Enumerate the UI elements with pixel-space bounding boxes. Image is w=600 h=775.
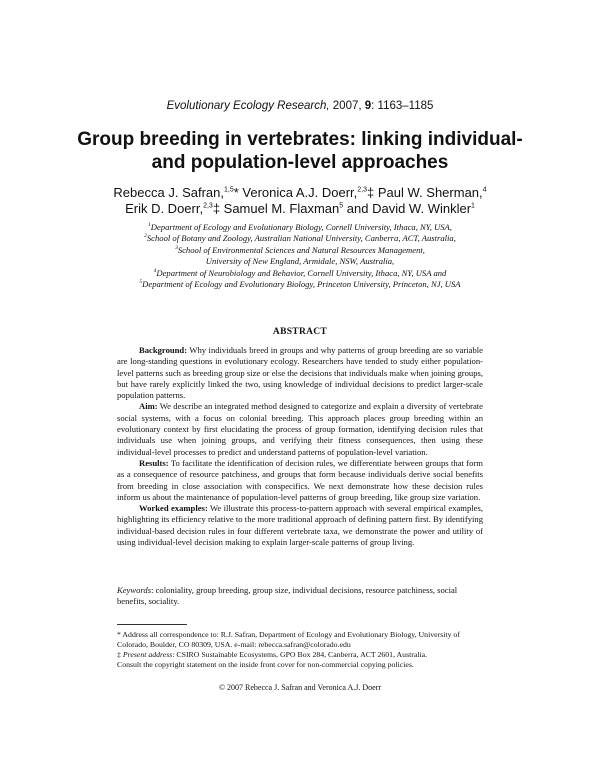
author-name: Paul W. Sherman,	[374, 185, 483, 200]
worked-examples-label: Worked examples:	[139, 503, 208, 514]
abstract-background	[117, 345, 483, 401]
author-mark: ‡	[212, 201, 221, 216]
keywords	[117, 585, 483, 608]
affiliations	[100, 222, 500, 290]
footnote-divider	[117, 624, 187, 625]
abstract-body	[117, 345, 483, 548]
affiliation-text: Department of Ecology and Evolutionary Biology, Princeton University, Princeton, NJ, USA	[142, 279, 461, 290]
abstract-heading: ABSTRACT	[272, 327, 328, 337]
affiliation-text: School of Environmental Sciences and Natural Resources Management,	[177, 244, 425, 255]
author-name: Rebecca J. Safran,	[113, 185, 224, 200]
author-mark: *	[233, 185, 239, 200]
affiliation-item	[100, 268, 500, 279]
paper-title	[60, 128, 540, 174]
affiliation-number: 4	[153, 267, 157, 274]
present-mark: ‡	[117, 650, 123, 659]
abstract-worked-examples	[117, 503, 483, 548]
affiliation-number: 2	[144, 233, 147, 240]
present-text: : CSIRO Sustainable Ecosystems, GPO Box 284, Canberra, ACT 2601, Australia.	[172, 650, 428, 659]
results-text: To facilitate the identification of decision rules, we differentiate between groups that form as a consequence of resource patchiness, and groups that form because individuals derive social benefits from breeding in close association with conspecifics. We next demonstrate how these decision rules inform us about the maintenance of population-level patterns of group breeding, like group size variation.	[117, 457, 483, 502]
footnote-copyright-note: Consult the copyright statement on the inside front cover for non-commercial copying policies.	[117, 660, 414, 669]
abstract-aim	[117, 401, 483, 457]
background-text: Why individuals breed in groups and why patterns of group breeding are so variable are long-standing questions in evolutionary ecology. Researchers have tended to study either population-level patterns such as breeding group size or else the decisions that individuals make when joining groups, but have rarely explicitly linked the two, using knowledge of individual decisions to predict larger-scale population patterns.	[117, 345, 483, 401]
affiliation-text: School of Botany and Zoology, Australian National University, Canberra, ACT, Australia,	[146, 233, 456, 244]
keywords-label: Keywords	[117, 585, 152, 595]
journal-name: Evolutionary Ecology Research,	[166, 100, 330, 112]
journal-volume: 9	[364, 100, 372, 112]
author-mark: ‡	[367, 185, 375, 200]
footnote-present-address	[117, 650, 483, 660]
author-affil-sup: 4	[482, 186, 487, 194]
background-label: Background:	[139, 345, 188, 355]
affiliation-text: Department of Ecology and Evolutionary Biology, Cornell University, Ithaca, NY, USA,	[150, 222, 452, 232]
worked-examples-text: We illustrate this process-to-pattern approach with several empirical examples, highlighting its efficiency relative to the more traditional approach of defining pattern first. By identifying individual-based decision rules in four different vertebrate taxa, we demonstrate the power and utility of using individual-level decision making to explain larger-scale patterns of group living.	[117, 503, 483, 548]
author-name: Erik D. Doerr,	[125, 201, 204, 216]
affiliation-item	[100, 279, 500, 290]
author-line-2	[90, 201, 510, 217]
affiliation-text: University of New England, Armidale, NSW, Australia,	[205, 256, 395, 267]
author-affil-sup: 2,3	[357, 186, 368, 194]
abstract-results	[117, 458, 483, 503]
author-affil-sup: 1,5	[223, 186, 234, 194]
results-label: Results:	[139, 457, 169, 468]
journal-pages: : 1163–1185	[371, 100, 434, 112]
aim-label: Aim:	[139, 401, 158, 412]
journal-year: 2007,	[329, 100, 365, 112]
footnote-correspondence: * Address all correspondence to: R.J. Safran, Department of Ecology and Evolutionary Biology, University of Colorado, Boulder, CO 80309, USA. e-mail: rebecca.safran@colorado.edu	[117, 630, 460, 649]
author-list	[90, 185, 510, 217]
affiliation-number: 3	[175, 244, 178, 251]
affiliation-item	[100, 233, 500, 244]
affiliation-number: 5	[139, 279, 143, 286]
author-affil-sup: 5	[339, 202, 344, 210]
affiliation-number: 1	[148, 222, 151, 229]
author-affil-sup: 2,3	[203, 202, 213, 210]
affiliation-item	[100, 256, 500, 267]
copyright-line: © 2007 Rebecca J. Safran and Veronica A.J. Doerr	[218, 683, 382, 692]
author-name: Samuel M. Flaxman	[220, 201, 340, 216]
title-line-2: and population-level approaches	[151, 152, 449, 173]
author-name: Veronica A.J. Doerr,	[238, 185, 358, 200]
footnotes	[117, 630, 483, 670]
keywords-text: : coloniality, group breeding, group size, individual decisions, resource patchiness, social benefits, sociality.	[117, 585, 458, 607]
present-label: Present address	[122, 650, 173, 659]
title-line-1: Group breeding in vertebrates: linking individual-	[77, 129, 523, 150]
journal-header	[0, 100, 600, 112]
aim-text: We describe an integrated method designed to categorize and explain a diversity of vertebrate social systems, with a focus on colonial breeding. This approach places group breeding within an evolutionary context by first elucidating the process of group formation, identifying decision rules that individuals use when joining groups, and verifying their fitness consequences, then using these individual-level processes to predict and understand patterns of population-level variation.	[117, 401, 483, 457]
affiliation-item	[100, 245, 500, 256]
affiliation-text: Department of Neurobiology and Behavior, Cornell University, Ithaca, NY, USA and	[156, 267, 447, 278]
author-name: and David W. Winkler	[343, 201, 472, 216]
author-line-1	[90, 185, 510, 201]
affiliation-item	[100, 222, 500, 233]
author-affil-sup: 1	[471, 202, 475, 210]
